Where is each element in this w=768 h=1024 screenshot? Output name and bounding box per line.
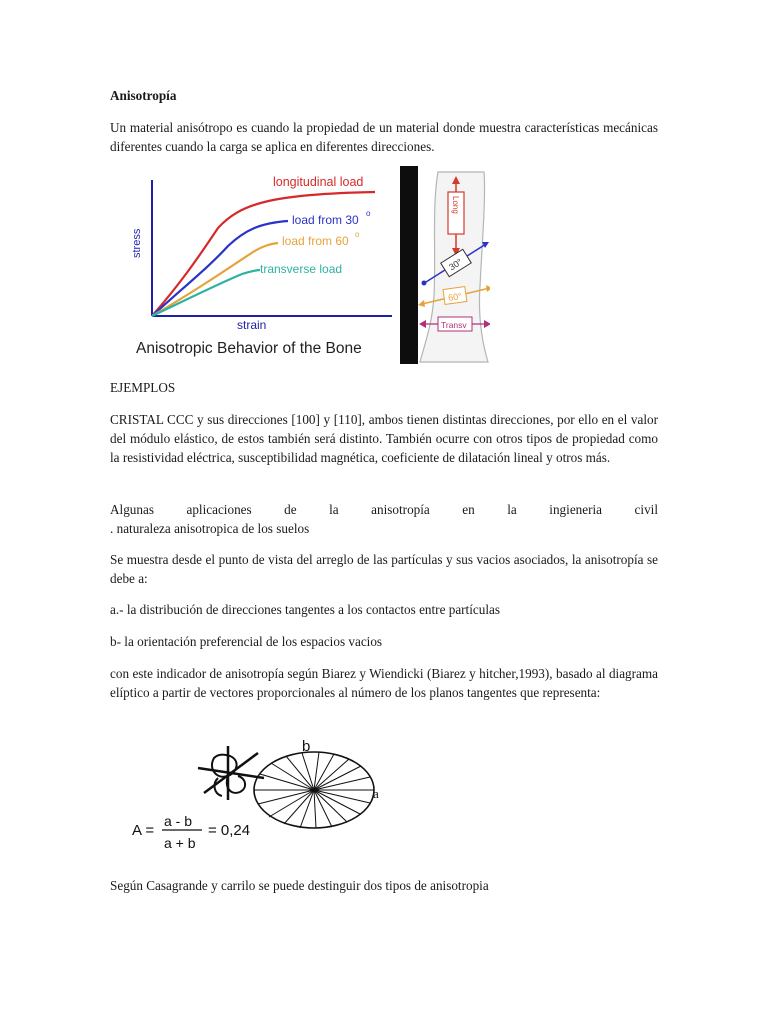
label-30-bone: 30° [447,256,464,273]
indicador-paragraph: con este indicador de anisotropía según Biarez y Wiendicki (Biarez y hitcher,1993), basado al diagrama elíptico a partir de vectores proporcionales al número de los planos tangentes que representa: [110,666,658,700]
label-b: b [302,738,311,755]
label-longitudinal: longitudinal load [273,175,364,189]
cristal-paragraph: CRISTAL CCC y sus direcciones [100] y [110], ambos tienen distintas direcciones, por ello en el valor del módulo elástico, de estos también será distinto. También ocurre con otros tipos de propiedad como la resistividad eléctrica, susceptibilidad magnética, coeficiente de dilatación lineal y otros más. [110,412,658,465]
label-a: a [373,786,379,801]
long-label: Long [451,196,460,214]
bone-anisotropy-figure [110,166,490,364]
aplicaciones-line-2: . naturaleza anisotropica de los suelos [110,521,310,536]
formula-denominator: a + b [164,835,196,851]
label-60-bone: 60° [447,291,463,303]
label-60: load from 60 [282,234,349,248]
aplicaciones-line-1: Algunas aplicaciones de la anisotropía en la ingieneria civil [110,502,658,517]
formula-result: = 0,24 [208,822,251,839]
ejemplos-heading: EJEMPLOS [110,380,176,395]
x-axis-label: strain [237,318,267,332]
tangent-vector-ellipse [254,752,374,828]
item-b: b- la orientación preferencial de los espacios vacios [110,634,383,649]
label-transverse: transverse load [260,262,343,276]
label-30-degree: o [366,209,371,218]
y-axis-label: stress [131,228,143,258]
label-transv: Transv [441,320,467,330]
item-a: a.- la distribución de direcciones tangentes a los contactos entre partículas [110,602,500,617]
arreglo-paragraph: Se muestra desde el punto de vista del arreglo de las partículas y sus vacios asociados, la anisotropía se debe a: [110,552,658,586]
formula-lhs: A = [132,822,155,839]
ellipse-anisotropy-figure [130,738,400,853]
aplicaciones-block [110,500,658,538]
label-30: load from 30 [292,213,359,227]
formula-numerator: a - b [164,813,193,829]
divider-strip [400,166,418,364]
heading-anisotropia: Anisotropía [110,88,177,103]
label-60-degree: o [355,230,360,239]
casagrande-paragraph: Según Casagrande y carrilo se puede destinguir dos tipos de anisotropia [110,878,489,893]
intro-paragraph: Un material anisótropo es cuando la propiedad de un material donde muestra características mecánicas diferentes cuando la carga se aplica en diferentes direcciones. [110,120,658,154]
figure-caption: Anisotropic Behavior of the Bone [136,340,362,357]
